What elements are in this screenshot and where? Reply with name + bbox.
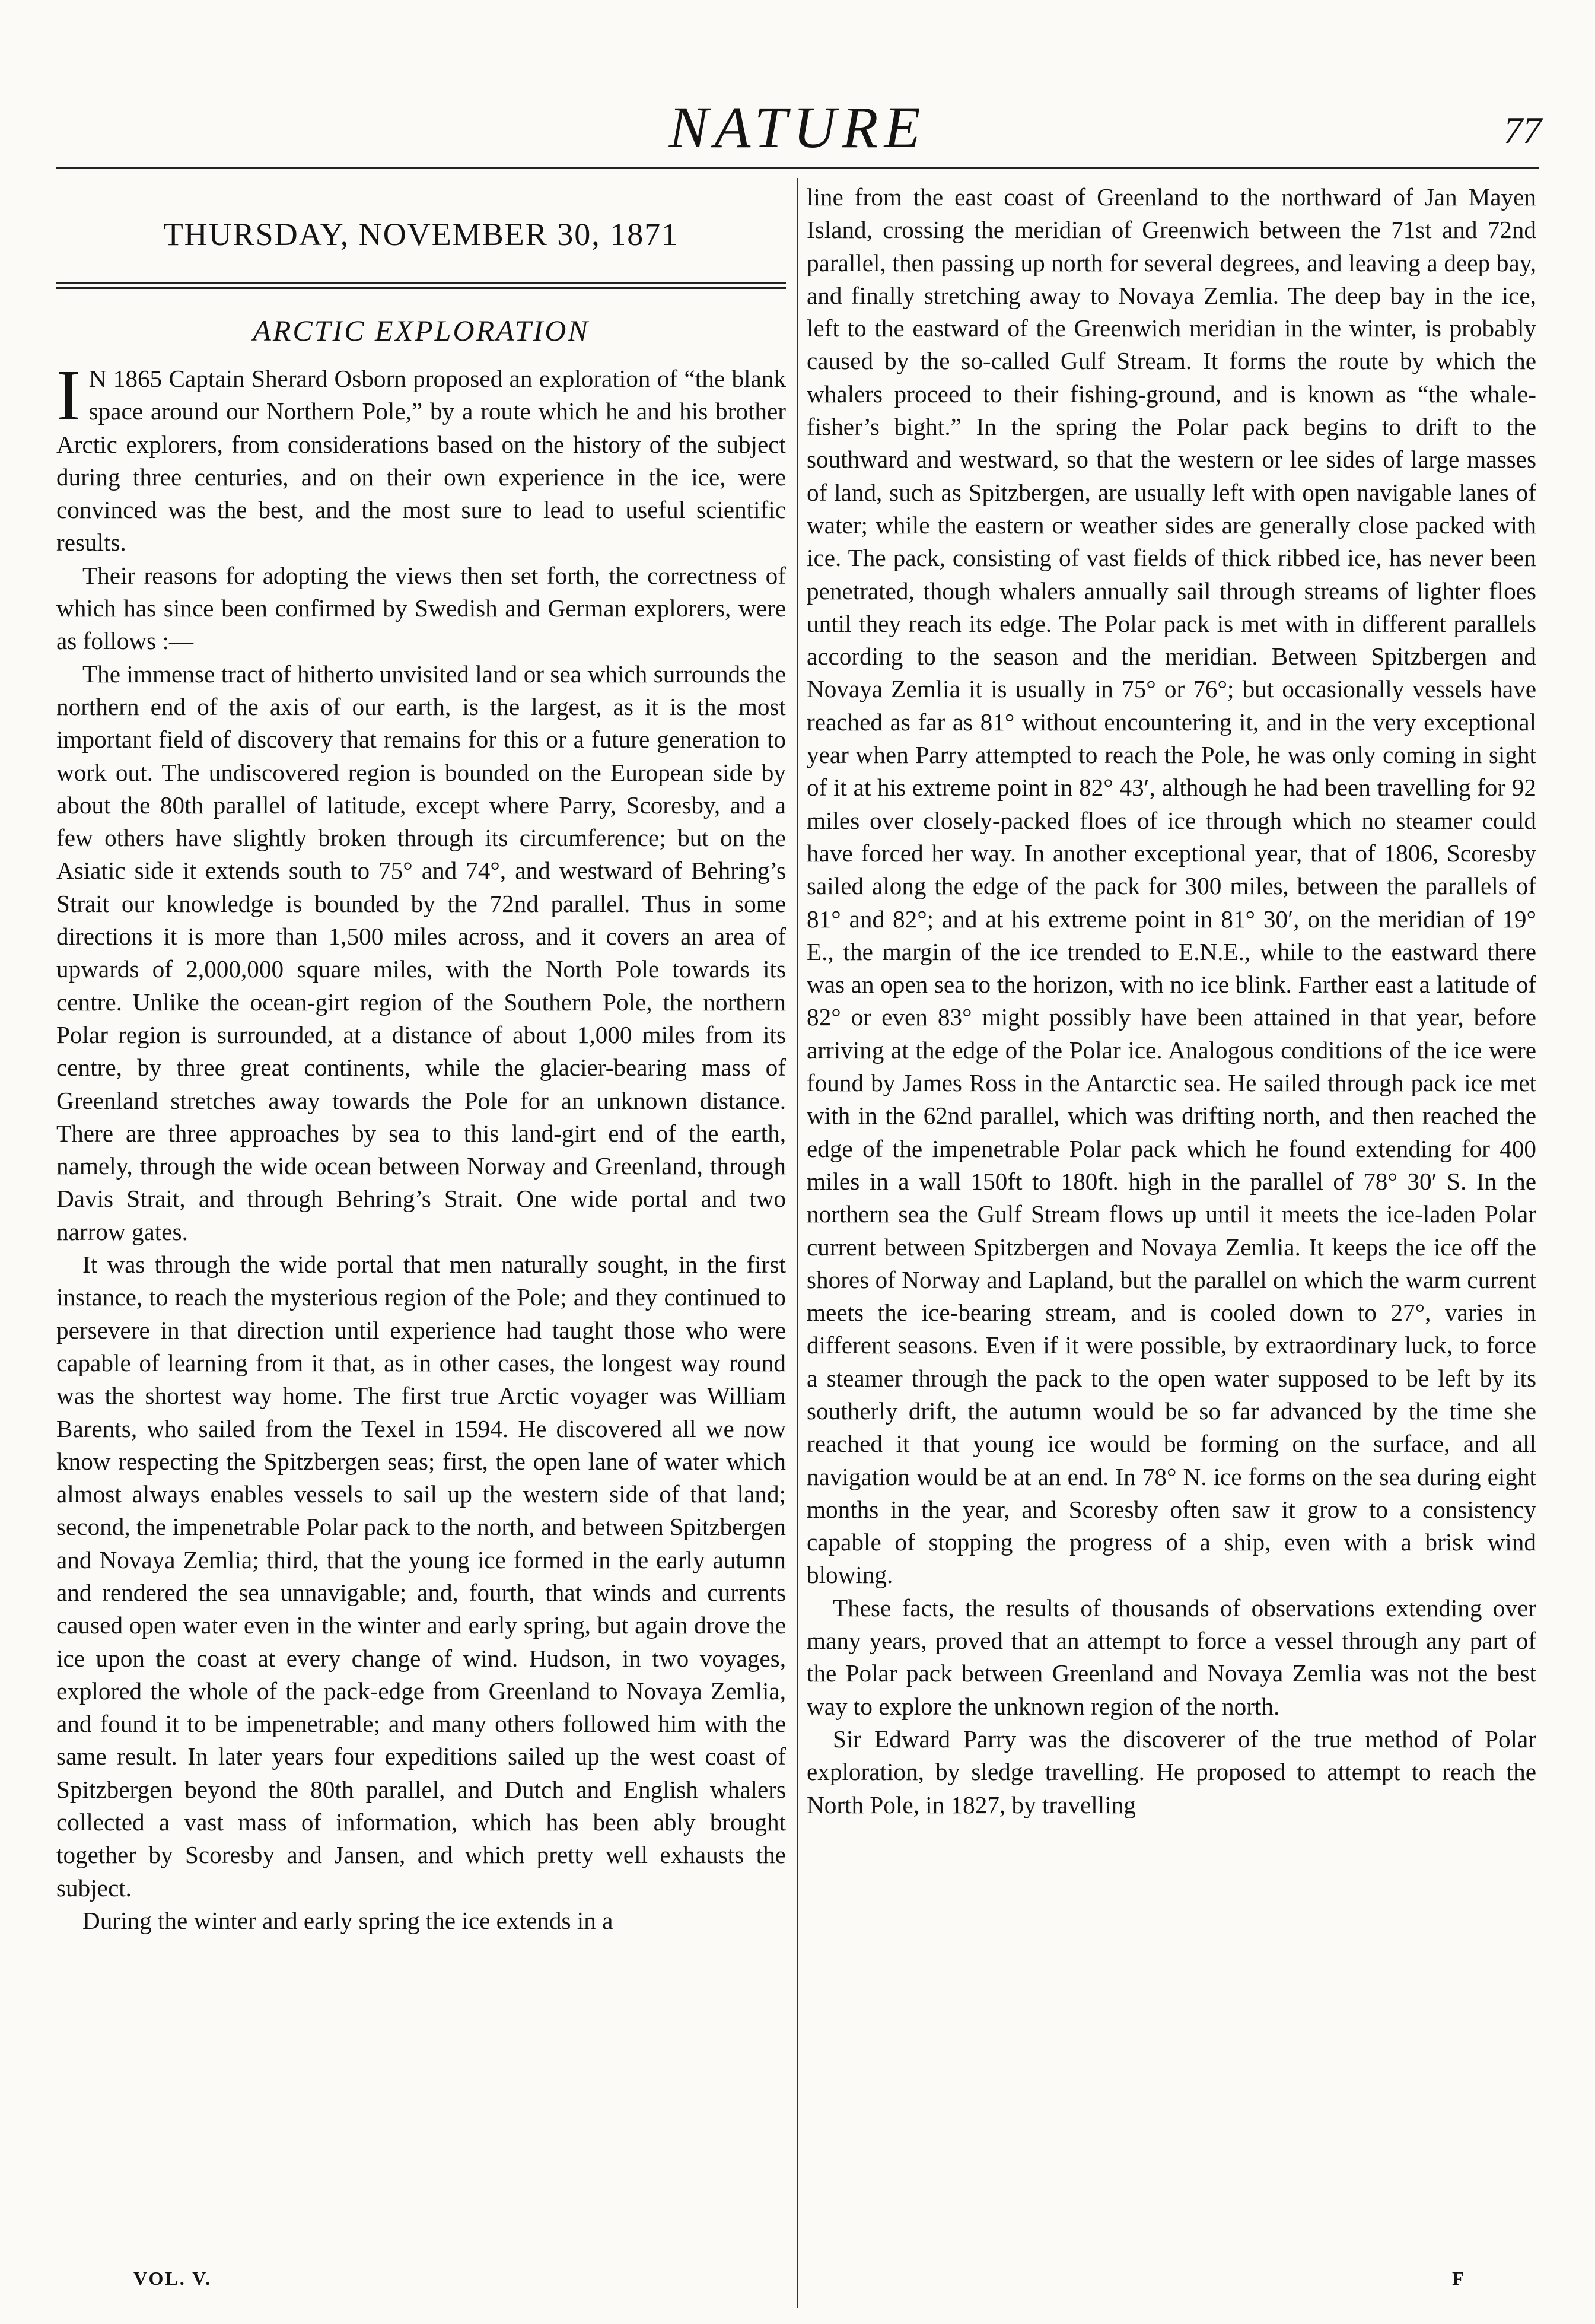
masthead [53, 89, 1542, 166]
issue-dateline: THURSDAY, NOVEMBER 30, 1871 [163, 217, 679, 252]
paragraph: The immense tract of hitherto unvisited land or sea which surrounds the northern end of the axis of our earth, is the largest, as it is the most important field of discovery that remains for this or a future generation to work out. The undiscovered region is bounded on the European side by about the 80th parallel of latitude, except where Parry, Scoresby, and a few others have slightly broken through its circumference; but on the Asiatic side it extends south to 75° and 74°, and westward of Behring’s Strait our knowledge is bounded by the 72nd parallel. Thus in some directions it is more than 1,500 miles across, and it covers an area of upwards of 2,000,000 square miles, with the North Pole towards its centre. Unlike the ocean-girt region of the Southern Pole, the northern Polar region is surrounded, at a distance of about 1,000 miles from its centre, by three great continents, while the glacier-bearing mass of Greenland stretches away towards the Pole for an unknown distance. There are three approaches by sea to this land-girt end of the earth, namely, through the wide ocean between Norway and Greenland, through Davis Strait, and through Behring’s Strait. One wide portal and two narrow gates. [56, 660, 786, 1245]
paragraph: These facts, the results of thousands of observations extending over many years, proved that an attempt to force a vessel through any part of the Polar pack between Greenland and Novaya Zemlia was not the best way to explore the unknown region of the north. [807, 1594, 1536, 1720]
paragraph: During the winter and early spring the ice extends in a [82, 1906, 613, 1934]
paragraph: Sir Edward Parry was the discoverer of the true method of Polar exploration, by sledge travelling. He proposed to attempt to reach the North Pole, in 1827, by travelling [807, 1725, 1536, 1818]
article-title: ARCTIC EXPLORATION [253, 314, 590, 347]
paragraph [56, 355, 786, 559]
signature-mark: F [1452, 2268, 1466, 2289]
paragraph: line from the east coast of Greenland to the northward of Jan Mayen Island, crossing the meridian of Greenwich between the 71st and 72nd parallel, then passing up north for several degrees, and leaving a deep bay, and finally stretching away to Novaya Zemlia. The deep bay in the ice, left to the eastward of the Greenwich meridian in the winter, is probably caused by the so-called Gulf Stream. It forms the route by which the whalers proceed to their fishing-ground, and is known as “the whale-fisher’s bight.” In the spring the Polar pack begins to drift to the southward and westward, so that the western or lee sides of large masses of land, such as Spitzbergen, are usually left with open navigable lanes of water; while the eastern or weather sides are generally close packed with ice. The pack, consisting of vast fields of thick ribbed ice, has never been penetrated, though whalers annually sail through streams of lighter floes until they reach its edge. The Polar pack is met with in different parallels according to the season and the meridian. Between Spitzbergen and Novaya Zemlia it is usually in 75° or 76°; but occasionally vessels have reached as far as 81° without encountering it, and in the very exceptional year when Parry attempted to reach the Pole, he was only coming in sight of it at his extreme point in 82° 43′, although he had been travelling for 92 miles over closely-packed floes of ice through which no steamer could have forced her way. In another exceptional year, that of 1806, Scoresby sailed along the edge of the pack for 300 miles, between the parallels of 81° and 82°; and at his extreme point in 81° 30′, on the meridian of 19° E., the margin of the ice trended to E.N.E., while to the eastward there was an open sea to the horizon, with no ice blink. Farther east a latitude of 82° or even 83° might possibly have been attained in that year, before arriving at the edge of the Polar ice. Analogous conditions of the ice were found by James Ross in the Antarctic sea. He sailed through pack ice met with in the 62nd parallel, which was drifting north, and then reached the edge of the impenetrable Polar pack which he found extending for 400 miles in a wall 150ft to 180ft. high in the parallel of 78° 30′ S. In the northern sea the Gulf Stream flows up until it meets the ice-laden Polar current between Spitzbergen and Novaya Zemlia. It keeps the ice off the shores of Norway and Lapland, but the parallel on which the warm current meets the ice-bearing stream, and is cooled down to 27°, varies in different seasons. Even if it were possible, by extraordinary luck, to force a steamer through the pack to the open water supposed to be left by its southerly drift, the autumn would be so far advanced by the time she reached it that young ice would be forming on the surface, and all navigation would be at an end. In 78° N. ice forms on the sea during eight months in the year, and Scoresby often saw it grow to a consistency capable of stopping the progress of a ship, even with a brisk wind blowing. [807, 183, 1536, 1589]
volume-footer: VOL. V. [133, 2268, 212, 2289]
column-divider [797, 178, 798, 2308]
journal-title: NATURE [668, 94, 927, 160]
right-column [807, 181, 1536, 1821]
drop-cap: I [56, 355, 81, 435]
left-column [56, 181, 786, 1937]
header-rule [56, 167, 1539, 169]
paragraph-text: N 1865 Captain Sherard Osborn proposed an exploration of “the blank space around our Northern Pole,” by a route which he and his brother Arctic explorers, from considerations based on the history of the subject during three centuries, and on their own experience in the ice, were convinced was the best, and the most sure to lead to useful scientific results. [56, 365, 786, 557]
double-rule-divider [56, 282, 786, 289]
paragraph: It was through the wide portal that men naturally sought, in the first instance, to reach the mysterious region of the Pole; and they continued to persevere in that direction until experience had taught those who were capable of learning from it that, as in other cases, the longest way round was the shortest way home. The first true Arctic voyager was William Barents, who sailed from the Texel in 1594. He discovered all we now know respecting the Spitzbergen seas; first, the open lane of water which almost always enables vessels to sail up the western side of that land; second, the impenetrable Polar pack to the north, and between Spitzbergen and Novaya Zemlia; third, that the young ice formed in the early autumn and rendered the sea unnavigable; and, fourth, that winds and currents caused open water even in the winter and early spring, but again drove the ice upon the coast at every change of wind. Hudson, in two voyages, explored the whole of the pack-edge from Greenland to Novaya Zemlia, and found it to be impenetrable; and many others followed him with the same result. In later years four expeditions sailed up the west coast of Spitzbergen beyond the 80th parallel, and Dutch and English whalers collected a vast mass of information, which has been ably brought together by Scoresby and Jansen, and which pretty well exhausts the subject. [56, 1251, 786, 1902]
paragraph: Their reasons for adopting the views then set forth, the correctness of which has since been confirmed by Swedish and German explorers, were as follows :— [56, 561, 786, 655]
page-number: 77 [1504, 109, 1542, 151]
